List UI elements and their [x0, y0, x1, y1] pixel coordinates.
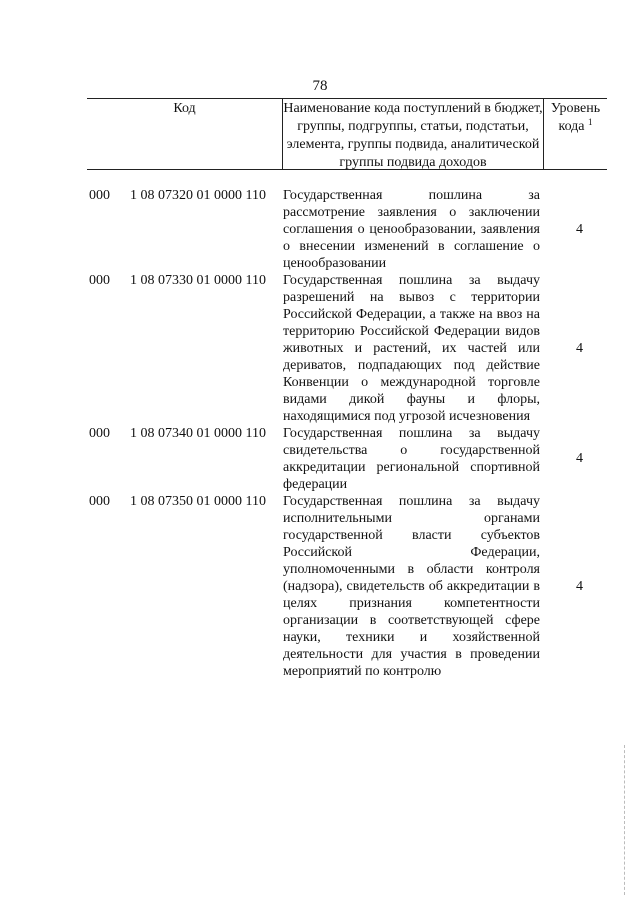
- header-level: [544, 99, 607, 169]
- page-number: 78: [312, 78, 328, 94]
- code-level: 4: [576, 340, 583, 356]
- header-code: Код: [173, 101, 196, 116]
- revenue-code: 1 08 07340 01 0000 110: [130, 426, 266, 441]
- admin-code: 000: [89, 273, 110, 288]
- margin-scan-marks: [624, 745, 627, 895]
- admin-code: 000: [89, 494, 110, 509]
- table-header: [87, 98, 607, 170]
- table-row: [87, 272, 607, 425]
- revenue-name: Государственная пошлина за выдачу разрешений на вывоз с территории Российской Федерации, а также на ввоз на территорию Российской Федерации видов животных и растений, их частей или дериватов, подпадающих под действие Конвенции о международной торговле видами дикой фауны и флоры, находящимися под угрозой исчезновения: [283, 273, 540, 424]
- code-level: 4: [576, 578, 583, 594]
- header-level-line1: Уровень: [550, 101, 601, 116]
- revenue-code: 1 08 07330 01 0000 110: [130, 273, 266, 288]
- revenue-code: 1 08 07320 01 0000 110: [130, 188, 266, 203]
- table-row: [87, 425, 607, 493]
- header-level-footnote: 1: [588, 117, 593, 127]
- revenue-name: Государственная пошлина за выдачу исполнительными органами государственной власти субъектов Российской Федерации, уполномоченными в области контроля (надзора), свидетельств об аккредитации в целях признания компетентности организации в соответствующей сфере науки, техники и хозяйственной деятельности для участия в проведении мероприятий по контролю: [283, 494, 540, 679]
- header-level-line2: кода: [558, 119, 585, 134]
- revenue-name: Государственная пошлина за рассмотрение заявления о заключении соглашения о ценообразовании, заявления о внесении изменений в соглашение о ценообразовании: [283, 188, 540, 271]
- table-body: [87, 187, 607, 680]
- table-row: [87, 493, 607, 680]
- admin-code: 000: [89, 188, 110, 203]
- table-row: [87, 187, 607, 272]
- header-name: Наименование кода поступлений в бюджет, группы, подгруппы, статьи, подстатьи, элемента, группы подвида, аналитической группы подвида доходов: [283, 101, 543, 170]
- revenue-name: Государственная пошлина за выдачу свидетельства о государственной аккредитации региональной спортивной федерации: [283, 426, 540, 492]
- admin-code: 000: [89, 426, 110, 441]
- code-level: 4: [576, 221, 583, 237]
- code-level: 4: [576, 451, 583, 466]
- revenue-code: 1 08 07350 01 0000 110: [130, 494, 266, 509]
